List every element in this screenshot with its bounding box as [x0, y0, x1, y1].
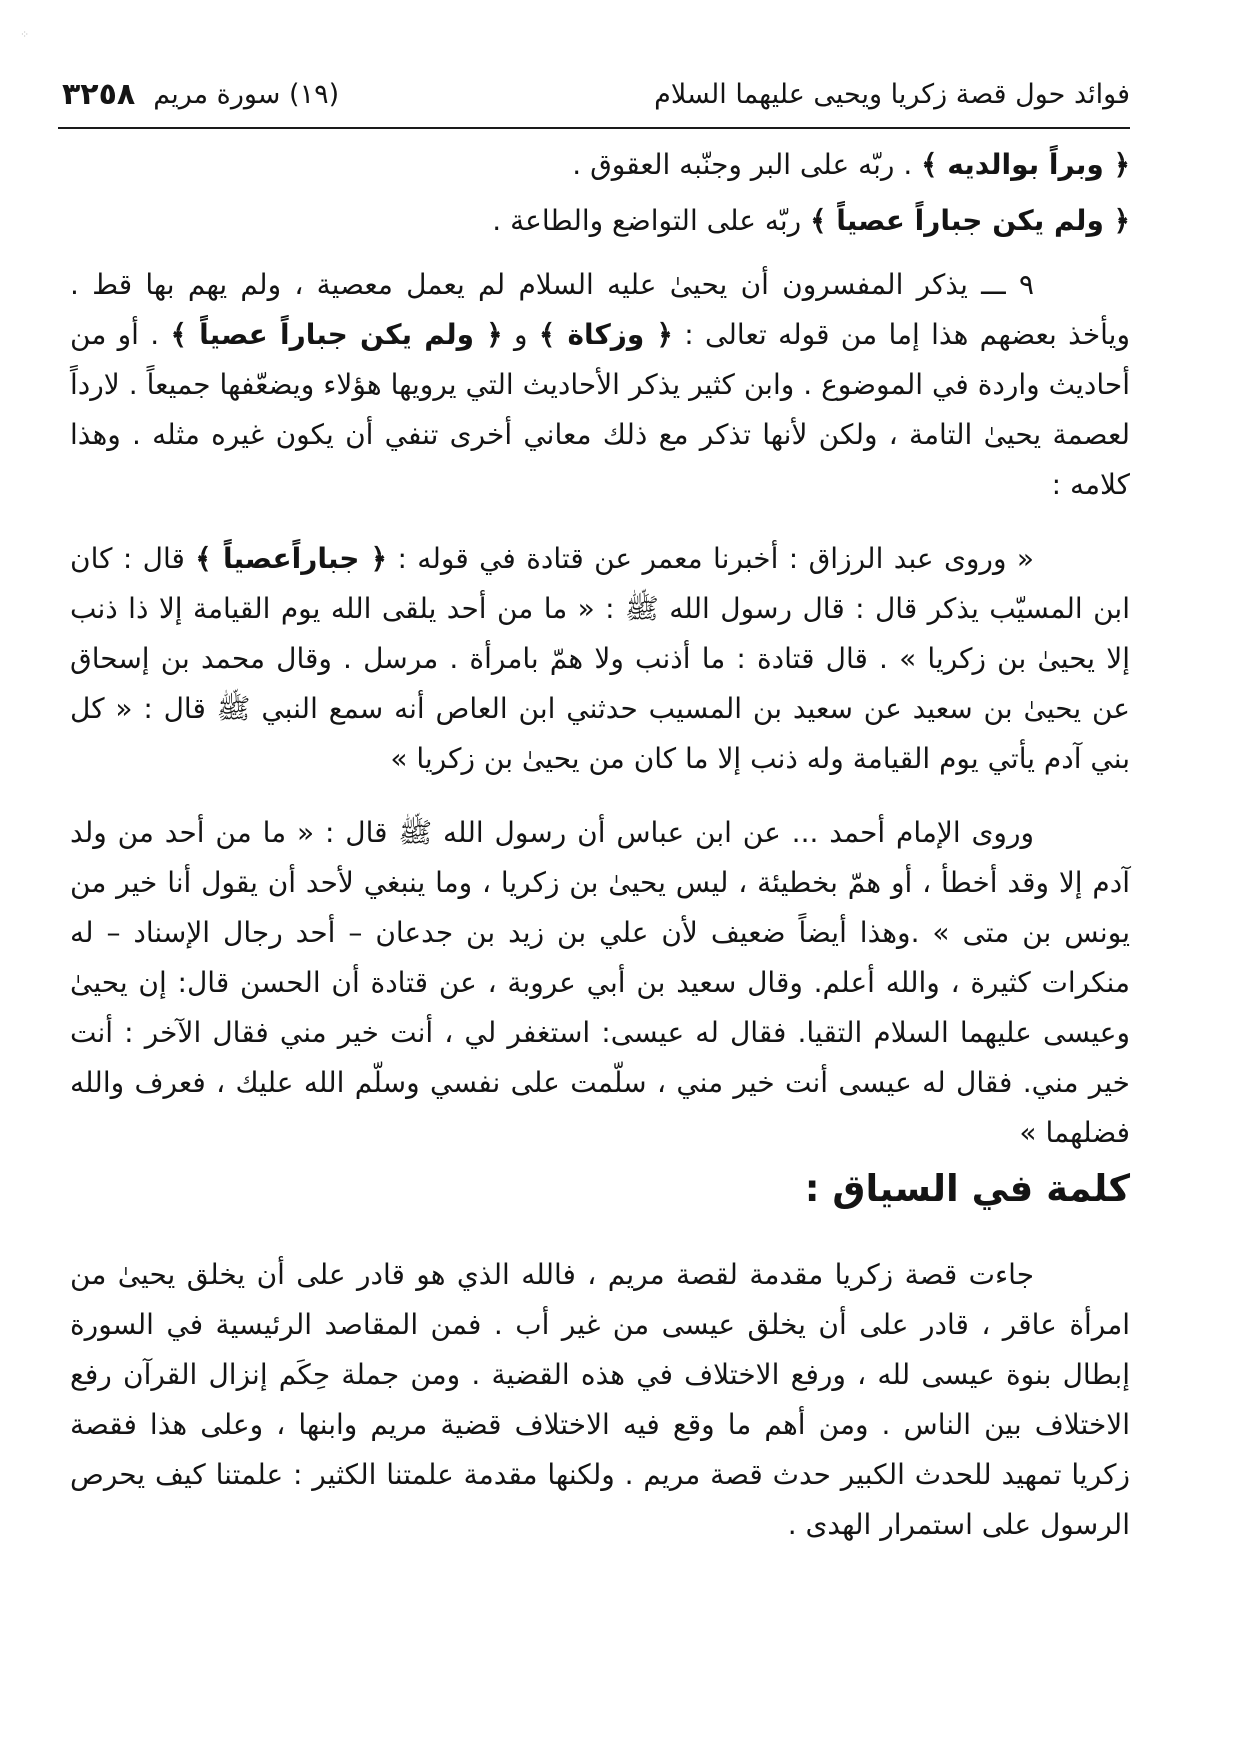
scan-speck: ⁘: [20, 28, 30, 41]
section-heading: كلمة في السياق :: [804, 1167, 1130, 1210]
running-title: فوائد حول قصة زكريا ويحيى عليهما السلام: [654, 78, 1130, 110]
hadith-quote-1: [70, 534, 1130, 784]
verse-line-2: [70, 196, 1130, 246]
quran-quote: ﴿ ولم يكن جباراً عصياً ﴾: [810, 204, 1130, 237]
quran-quote: ﴿ ولم يكن جباراً عصياً ﴾: [170, 318, 503, 351]
header-rule: [58, 127, 1130, 129]
paragraph-9: [70, 260, 1130, 510]
quote-text: قال : كان ابن المسيّب يذكر قال : قال رسول الله ﷺ : « ما من أحد يلقى الله يوم القيامة إلا ذا ذنب إلا يحيىٰ بن زكريا » . قال قتادة : ما أذنب ولا همّ بامرأة . مرسل . وقال محمد بن إسحاق عن يحيىٰ بن سعيد عن سعيد بن المسيب حدثني ابن العاص أنه سمع النبي ﷺ قال : « كل بني آدم يأتي يوم القيامة وله ذنب إلا ما كان من يحيىٰ بن زكريا »: [70, 542, 1130, 775]
page-body: [70, 140, 1130, 1574]
quran-quote: ﴿ وبراً بوالديه ﴾: [921, 148, 1130, 181]
conjunction: و: [514, 318, 528, 351]
surah-label: (١٩) سورة مريم: [153, 78, 340, 110]
paragraph-text: . أو من أحاديث واردة في الموضوع . وابن كثير يذكر الأحاديث التي يرويها هؤلاء ويضعّفها جميعاً . لارداً لعصمة يحيىٰ التامة ، ولكن لأنها تذكر مع ذلك معاني أخرى تنفي أن يكون غيره مثله . وهذا كلامه :: [70, 318, 1130, 501]
verse-comment: ربّه على التواضع والطاعة .: [492, 204, 802, 237]
section-paragraph: جاءت قصة زكريا مقدمة لقصة مريم ، فالله الذي هو قادر على أن يخلق يحيىٰ من امرأة عاقر ، قادر على أن يخلق عيسى من غير أب . فمن المقاصد الرئيسية في السورة إبطال بنوة عيسى لله ، ورفع الاختلاف في هذه القضية . ومن جملة حِكَم إنزال القرآن رفع الاختلاف بين الناس . ومن أهم ما وقع فيه الاختلاف قضية مريم وابنها ، وعلى هذا فقصة زكريا تمهيد للحدث الكبير حدث قصة مريم . ولكنها مقدمة علمتنا الكثير : علمتنا كيف يحرص الرسول على استمرار الهدى .: [70, 1258, 1130, 1541]
verse-comment: . ربّه على البر وجنّبه العقوق .: [572, 148, 913, 181]
page-info: [62, 77, 339, 112]
page-header: [62, 64, 1130, 124]
verse-line-1: [70, 140, 1130, 190]
quran-quote: ﴿ جباراًعصياً ﴾: [195, 542, 388, 575]
quran-quote: ﴿ وزكاة ﴾: [538, 318, 673, 351]
quote-text: « وروى عبد الرزاق : أخبرنا معمر عن قتادة في قوله :: [397, 542, 1034, 575]
page-number: ٣٢٥٨: [62, 76, 136, 112]
hadith-quote-2: وروى الإمام أحمد ... عن ابن عباس أن رسول الله ﷺ قال : « ما من أحد من ولد آدم إلا وقد أخطأ ، أو همّ بخطيئة ، ليس يحيىٰ بن زكريا ، وما ينبغي لأحد أن يقول أنا خير من يونس بن متى » .وهذا أيضاً ضعيف لأن علي بن زيد بن جدعان – أحد رجال الإسناد – له منكرات كثيرة ، والله أعلم. وقال سعيد بن أبي عروبة ، عن قتادة أن الحسن قال: إن يحيىٰ وعيسى عليهما السلام التقيا. فقال له عيسى: استغفر لي ، أنت خير مني فقال الآخر : أنت خير مني. فقال له عيسى أنت خير مني ، سلّمت على نفسي وسلّم الله عليك ، فعرف والله فضلهما »: [70, 816, 1130, 1149]
paragraph-text: ٩ ـــ يذكر المفسرون أن يحيىٰ عليه السلام لم يعمل معصية ، ولم يهم بها قط . ويأخذ بعضهم هذا إما من قوله تعالى :: [70, 268, 1130, 351]
